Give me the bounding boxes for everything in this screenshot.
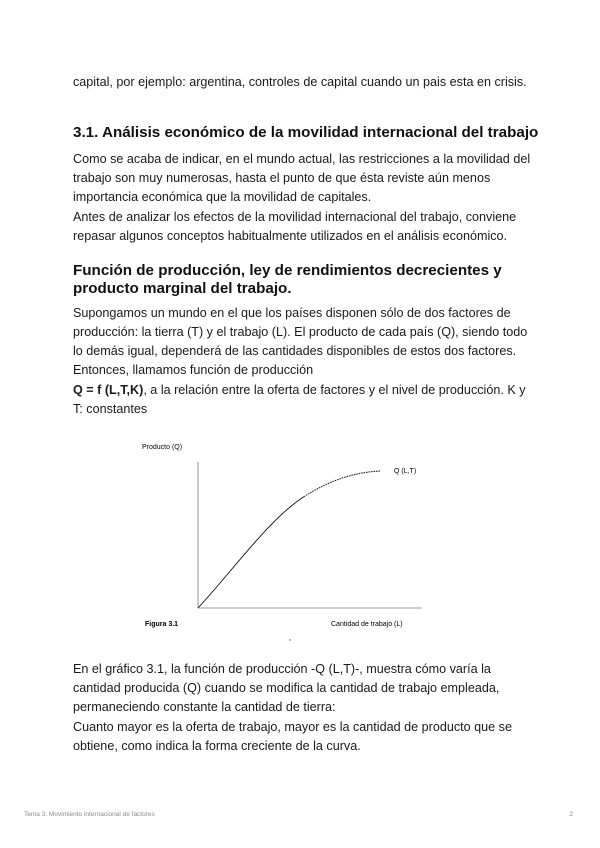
production-function-diagram [140, 438, 440, 648]
x-axis-label: Cantidad de trabajo (L) [331, 621, 403, 628]
curve-label: Q (L,T) [394, 468, 417, 475]
paragraph-2 [73, 208, 533, 246]
section-heading-block [73, 124, 543, 142]
production-curve [198, 471, 380, 608]
paragraph-5-text: En el gráfico 3.1, la función de producción -Q (L,T)-, muestra cómo varía la cantidad producida (Q) cuando se modifica la cantidad de trabajo empleada, permaneciendo constante la cantidad de tierra: [73, 662, 500, 714]
paragraph-1 [73, 150, 533, 207]
subheading: Función de producción, ley de rendimientos decrecientes y producto marginal del trabajo. [73, 262, 502, 297]
figure-caption: Figura 3.1 [145, 621, 179, 628]
production-function-figure [140, 438, 440, 648]
paragraph-1-text: Como se acaba de indicar, en el mundo actual, las restricciones a la movilidad del trabajo son muy numerosas, hasta el punto de que ésta reviste aún menos importancia económica que la movilidad de capitales. [73, 152, 531, 204]
paragraph-3-text: Supongamos un mundo en el que los países disponen sólo de dos factores de producción: la tierra (T) y el trabajo (L). El producto de cada país (Q), siendo todo lo demás igual, dependerá de las cantidades disponibles de estos dos factores. Entonces, llamamos función de producción [73, 306, 528, 377]
stray-mark [289, 639, 290, 640]
paragraph-2-text: Antes de analizar los efectos de la movilidad internacional del trabajo, conviene repasar algunos conceptos habitualmente utilizados en el análisis económico. [73, 210, 517, 243]
subheading-block [73, 262, 533, 298]
paragraph-5 [73, 660, 533, 717]
paragraph-4 [73, 381, 533, 419]
curve-dotted-overlay [305, 471, 380, 496]
paragraph-4-text [73, 381, 533, 419]
paragraph-4-rest: , a la relación entre la oferta de factores y el nivel de producción. K y T: constantes [73, 383, 526, 416]
intro-paragraph [73, 73, 533, 92]
y-axis-label: Producto (Q) [142, 444, 183, 451]
page-number: 2 [569, 811, 573, 818]
intro-text: capital, por ejemplo: argentina, controles de capital cuando un pais esta en crisis. [73, 75, 527, 89]
formula: Q = f (L,T,K) [73, 383, 144, 397]
paragraph-6 [73, 718, 533, 756]
paragraph-3 [73, 304, 533, 380]
paragraph-6-text: Cuanto mayor es la oferta de trabajo, mayor es la cantidad de producto que se obtiene, como indica la forma creciente de la curva. [73, 720, 512, 753]
section-heading: 3.1. Análisis económico de la movilidad internacional del trabajo [73, 124, 539, 141]
page-footer: Tema 3. Movimiento internacional de factores [24, 811, 155, 818]
